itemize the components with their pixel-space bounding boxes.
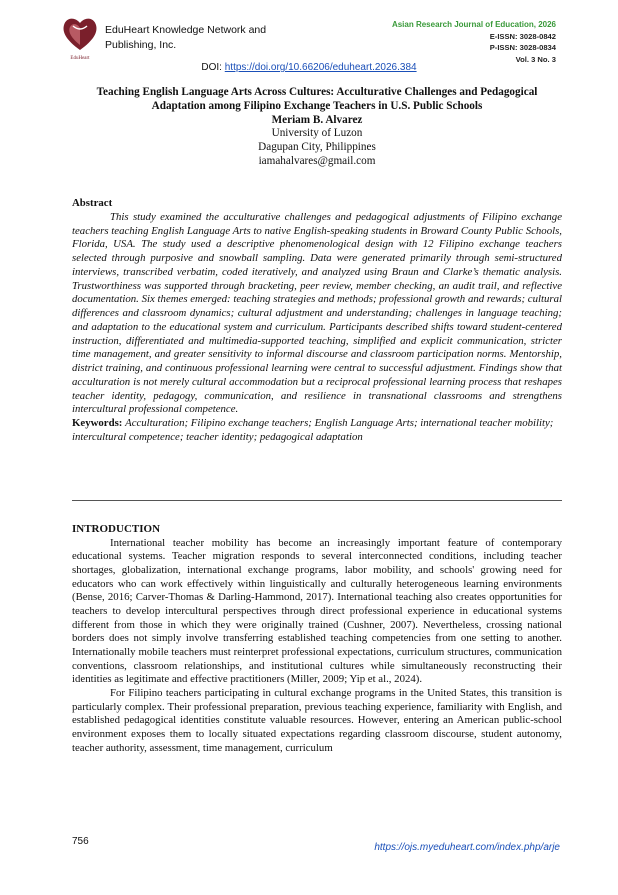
page-header — [0, 0, 618, 80]
keywords-text: Acculturation; Filipino exchange teachers; English Language Arts; international teacher mobility; intercultural competence; teacher identity; pedagogical adaptation — [72, 417, 554, 443]
doi-link[interactable]: https://doi.org/10.66206/eduheart.2026.384 — [224, 62, 417, 73]
author-location: Dagupan City, Philippines — [258, 141, 376, 154]
introduction-paragraph-2: For Filipino teachers participating in cultural exchange programs in the United States, this transition is particularly complex. Their professional preparation, previous teaching experience, familiarity with English, and established pedagogical identities constitute valuable resources. However, entering an American public-school environment exposes them to locally situated expectations regarding classroom discourse, student autonomy, teacher authority, assessment, time management, curriculum — [72, 686, 562, 754]
journal-name: Asian Research Journal of Education, 2026 — [391, 20, 556, 29]
introduction-paragraph-1: International teacher mobility has become an increasingly important feature of contemporary educational systems. Teacher migration responds to several interconnected conditions, including teacher shortages, globalization, international exchange programs, labor mobility, and schools' growing need for educators who can work effectively within linguistically and culturally heterogeneous learning environments (Bense, 2016; Carver-Thomas & Darling-Hammond, 2017). International teaching also creates opportunities for teachers to develop intercultural perspectives through direct professional experience in educational systems different from those in which they were originally trained (Cushner, 2007). Nevertheless, crossing national borders does not simply involve transferring established teaching competencies from one setting to another. Internationally mobile teachers must reinterpret professional expectations, curriculum structures, communication conventions, classroom relationships, and institutional cultures while simultaneously reconstructing their identities as legitimate and effective practitioners (Miller, 2009; Yip et al., 2024). — [72, 536, 562, 686]
author-name: Meriam B. Alvarez — [271, 113, 363, 126]
keywords-label: Keywords: — [72, 417, 123, 429]
article-title: Teaching English Language Arts Across Cultures: Acculturative Challenges and Pedagogical Adaptation among Filipino Exchange Teachers in U.S. Public Schools — [96, 86, 538, 112]
author-email: iamahalvares@gmail.com — [258, 154, 376, 167]
footer-journal-url[interactable]: https://ojs.myeduheart.com/index.php/arje — [374, 842, 560, 853]
abstract-heading: Abstract — [72, 197, 113, 209]
eduheart-logo-icon — [60, 12, 100, 62]
abstract-section — [72, 197, 562, 445]
eissn: E-ISSN: 3028-0842 — [489, 31, 556, 41]
introduction-heading: INTRODUCTION — [72, 523, 161, 535]
keywords — [72, 417, 562, 445]
page-number: 756 — [72, 836, 89, 847]
svg-text:EduHeart: EduHeart — [70, 56, 90, 61]
doi-label: DOI: — [201, 62, 222, 73]
introduction-section — [72, 523, 562, 755]
abstract-divider — [72, 500, 562, 501]
publisher-name: EduHeart Knowledge Network and Publishing, Inc. — [105, 24, 267, 51]
volume-issue: Vol. 3 No. 3 — [515, 54, 556, 64]
abstract-text: This study examined the acculturative challenges and pedagogical adjustments of Filipino exchange teachers teaching English Language Arts to native English-speaking students in Broward County Public Schools, Florida, USA. The study used a descriptive phenomenological design with 12 Filipino exchange teachers selected through purposive and snowball sampling. Data were generated primarily through semi-structured interviews, transcribed verbatim, coded iteratively, and analyzed using Braun and Clarke’s thematic analysis. Trustworthiness was supported through bracketing, peer review, member checking, an audit trail, and reflective documentation. Six themes emerged: teaching strategies and methods; professional growth and rewards; cultural differences and classroom dynamics; cultural adjustment and understanding; challenges in language teaching; and adaptation to the educational system and curriculum. Participants described shifts toward student-centered instruction, differentiated and multimedia-supported teaching, simplified and explicit communication, stricter time management, and greater sensitivity to informal discourse and classroom participation norms. Mentorship, district training, and continuous professional learning were central to successful adjustment. Findings show that acculturation is not merely cultural accommodation but a reciprocal professional learning process that reshapes teacher identity, pedagogy, communication, and resilience in transnational classrooms and strengthens intercultural professional competence. — [72, 210, 562, 416]
journal-meta — [392, 19, 556, 65]
doi-line — [0, 62, 618, 73]
title-block — [72, 86, 562, 169]
pissn: P-ISSN: 3028-0834 — [489, 43, 556, 52]
author-affiliation: University of Luzon — [271, 127, 363, 140]
